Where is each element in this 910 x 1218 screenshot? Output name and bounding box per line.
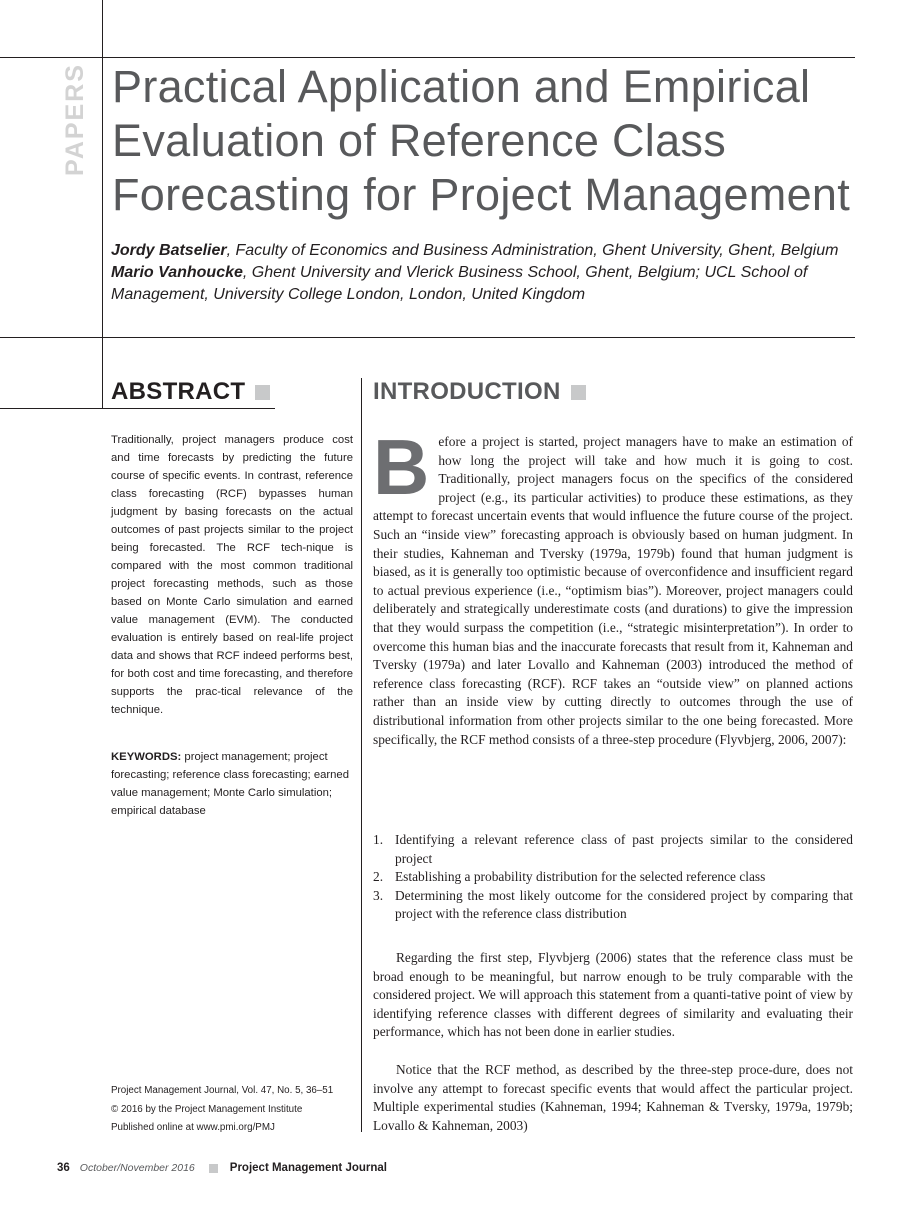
- page-number: 36: [57, 1162, 70, 1174]
- square-separator-icon: [209, 1164, 218, 1173]
- journal-online: Published online at www.pmi.org/PMJ: [111, 1122, 275, 1133]
- column-divider: [361, 378, 362, 1132]
- list-item: [373, 831, 853, 868]
- list-item-text: Determining the most likely outcome for the considered project by comparing that project with the reference class distribution: [395, 887, 853, 922]
- rcf-steps-list: [373, 831, 853, 924]
- section-tag: PAPERS: [61, 63, 89, 176]
- author-2-name: Mario Vanhoucke: [111, 264, 243, 281]
- square-bullet-icon: [571, 385, 586, 400]
- abstract-heading-text: ABSTRACT: [111, 378, 246, 405]
- author-1: [111, 240, 861, 262]
- horizontal-rule-header-bottom: [0, 337, 855, 338]
- introduction-heading: [373, 378, 586, 406]
- author-block: [111, 240, 861, 306]
- page-footer: [57, 1162, 387, 1174]
- article-title: Practical Application and Empirical Evaluation of Reference Class Forecasting for Project Management: [112, 61, 851, 220]
- introduction-paragraph-1: [373, 423, 853, 749]
- list-item-number: 3.: [373, 887, 384, 903]
- author-1-name: Jordy Batselier: [111, 242, 227, 259]
- vertical-rule-header: [102, 58, 103, 338]
- list-item-text: Establishing a probability distribution for the selected reference class: [395, 869, 766, 885]
- vertical-rule-abstract: [102, 338, 103, 408]
- drop-cap: B: [373, 423, 430, 511]
- paragraph-1-text: efore a project is started, project managers have to make an estimation of how long the project will take and how much it is going to cost. Traditionally, project managers focus on the specifics of the considered project (e.g., its particular activities) to produce these estimations, as they attempt to forecast uncertain events that would influence the future course of the project. Such an “inside view” forecasting approach is obviously based on human judgment. In their studies, Kahneman and Tversky (1979a, 1979b) found that human judgment is biased, as it is generally too optimistic because of overconfidence and insufficient regard to actual previous experience (i.e., “optimism bias”). Moreover, project managers could deliberately and strategically underestimate costs (and durations) to give the impression that they would surpass the competition (i.e., “strategic misinterpretation”). In order to overcome this human bias and the inaccurate forecasts that result from it, Kahneman and Tversky (1979a) and later Lovallo and Kahneman (2003) introduced the method of reference class forecasting (RCF). RCF takes an “outside view” on planned actions rather than an inside view by cutting directly to outcomes through the use of distributional information from other projects similar to the one being forecasted. More specifically, the RCF method consists of a three-step procedure (Flyvbjerg, 2006, 2007):: [373, 434, 853, 747]
- journal-name: Project Management Journal: [229, 1162, 387, 1174]
- list-item: [373, 887, 853, 924]
- journal-info: [111, 1082, 356, 1138]
- horizontal-rule-abstract: [0, 408, 275, 409]
- introduction-heading-text: INTRODUCTION: [373, 378, 561, 405]
- author-1-affiliation: , Faculty of Economics and Business Administration, Ghent University, Ghent, Belgium: [226, 242, 839, 259]
- list-item-text: Identifying a relevant reference class of past projects similar to the considered project: [395, 832, 853, 866]
- introduction-paragraph-3: Notice that the RCF method, as described by the three-step proce-dure, does not involve any attempt to forecast specific events that would affect the particular project. Multiple experimental studies (Kahneman, 1994; Kahneman & Tversky, 1979a, 1979b; Lovallo & Kahneman, 2003): [373, 1062, 853, 1133]
- abstract-heading: [111, 378, 270, 406]
- square-bullet-icon: [255, 385, 270, 400]
- issue-date: October/November 2016: [79, 1162, 195, 1174]
- horizontal-rule-top: [0, 57, 855, 58]
- author-2: [111, 262, 861, 306]
- abstract-body: Traditionally, project managers produce cost and time forecasts by predicting the future course of specific events. In contrast, reference class forecasting (RCF) bypasses human judgment by basing forecasts on the actual outcomes of past projects similar to the project being forecasted. The RCF tech-nique is compared with the most common traditional project forecasting methods, such as those based on Monte Carlo simulation and earned value management (EVM). The conducted evaluation is entirely based on real-life project data and shows that RCF indeed performs best, for both cost and time forecasting, and therefore supports the prac-tical relevance of the technique.: [111, 434, 353, 716]
- keywords-label: KEYWORDS:: [111, 751, 182, 763]
- author-2-affiliation: , Ghent University and Vlerick Business School, Ghent, Belgium; UCL School of Management, University College London, London, United Kingdom: [111, 264, 808, 303]
- list-item-number: 1.: [373, 832, 384, 847]
- journal-citation: Project Management Journal, Vol. 47, No. 5, 36–51: [111, 1085, 334, 1096]
- list-item: [373, 868, 853, 887]
- introduction-paragraph-2: Regarding the first step, Flyvbjerg (2006) states that the reference class must be broad enough to be meaningful, but narrow enough to be truly comparable with the considered project. We will approach this statement from a quanti-tative point of view by identifying reference classes with different degrees of similarity and evaluating their performance, which has not been done in earlier studies.: [373, 950, 853, 1040]
- list-item-number: 2.: [373, 869, 384, 885]
- journal-copyright: © 2016 by the Project Management Institute: [111, 1103, 303, 1115]
- keywords-list: project management; project forecasting; reference class forecasting; earned value management; Monte Carlo simulation; empirical database: [111, 751, 349, 817]
- keywords: [111, 748, 353, 820]
- vertical-rule-top: [102, 0, 103, 58]
